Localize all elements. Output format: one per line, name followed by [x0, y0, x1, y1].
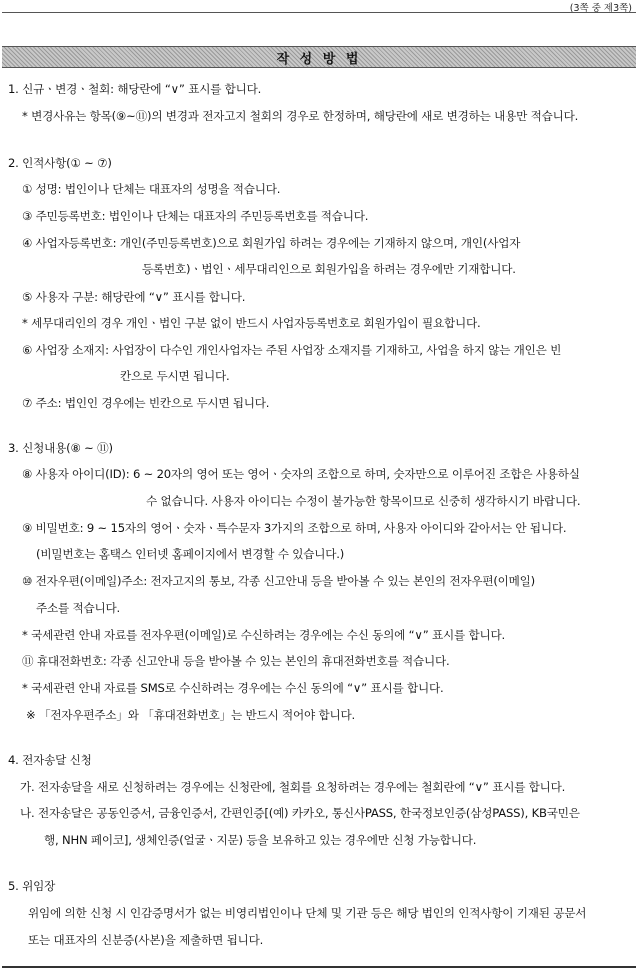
item-business-address: ⑥ 사업장 소재지: 사업장이 다수인 개인사업자는 주된 사업장 소재지를 기재하고, 사업을 하지 않는 개인은 빈	[22, 343, 562, 357]
page-indicator: (3쪽 중 제3쪽)	[569, 3, 632, 14]
item-business-number: ④ 사업자등록번호: 개인(주민등록번호)으로 회원가입 하려는 경우에는 기재하지 않으며, 개인(사업자	[22, 236, 521, 250]
section-title-bar	[2, 46, 636, 68]
item-address: ⑦ 주소: 법인인 경우에는 빈칸으로 두시면 됩니다.	[22, 396, 270, 410]
item-email: ⑩ 전자우편(이메일)주소: 전자고지의 통보, 각종 신고안내 등을 받아볼 수 있는 본인의 전자우편(이메일)	[22, 574, 536, 588]
item-password: ⑨ 비밀번호: 9 ~ 15자의 영어ㆍ숫자ㆍ특수문자 3가지의 조합으로 하며, 사용자 아이디와 같아서는 안 됩니다.	[22, 521, 567, 535]
item-5-heading: 5. 위임장	[8, 879, 56, 893]
note-sms-consent: * 국세관련 안내 자료를 SMS로 수신하려는 경우에는 수신 동의에 “∨” 표시를 합니다.	[22, 681, 444, 695]
item-3-heading: 3. 신청내용(⑧ ~ ⑪)	[8, 441, 113, 455]
item-5-body-cont: 또는 대표자의 신분증(사본)을 제출하면 됩니다.	[28, 933, 264, 947]
bottom-divider	[2, 966, 636, 968]
item-business-address-cont: 칸으로 두시면 됩니다.	[120, 369, 230, 383]
item-business-number-cont: 등록번호)ㆍ법인ㆍ세무대리인으로 회원가입을 하려는 경우에만 기재합니다.	[142, 262, 516, 276]
item-user-type: ⑤ 사용자 구분: 해당란에 “∨” 표시를 합니다.	[22, 290, 246, 304]
item-resident-number: ③ 주민등록번호: 법인이나 단체는 대표자의 주민등록번호를 적습니다.	[22, 209, 369, 223]
item-password-cont: (비밀번호는 홈택스 인터넷 홈페이지에서 변경할 수 있습니다.)	[36, 547, 345, 561]
top-divider	[2, 12, 636, 13]
item-user-id: ⑧ 사용자 아이디(ID): 6 ~ 20자의 영어 또는 영어ㆍ숫자의 조합으로 하며, 숫자만으로 이루어진 조합은 사용하실	[22, 467, 580, 481]
item-name: ① 성명: 법인이나 단체는 대표자의 성명을 적습니다.	[22, 182, 281, 196]
item-user-id-cont: 수 없습니다. 사용자 아이디는 수정이 불가능한 항목이므로 신중히 생각하시기 바랍니다.	[146, 494, 581, 508]
note-change-reason: * 변경사유는 항목(⑨~⑪)의 변경과 전자고지 철회의 경우로 한정하며, 해당란에 새로 변경하는 내용만 적습니다.	[22, 109, 579, 123]
item-5-body: 위임에 의한 신청 시 인감증명서가 없는 비영리법인이나 단체 및 기관 등은 해당 법인의 인적사항이 기재된 공문서	[28, 906, 587, 920]
note-required-fields: ※ 「전자우편주소」와 「휴대전화번호」는 반드시 적어야 합니다.	[26, 708, 355, 722]
item-4-ga: 가. 전자송달을 새로 신청하려는 경우에는 신청란에, 철회를 요청하려는 경우에는 철회란에 “∨” 표시를 합니다.	[20, 780, 566, 794]
item-2-heading: 2. 인적사항(① ~ ⑦)	[8, 156, 112, 170]
note-email-consent: * 국세관련 안내 자료를 전자우편(이메일)로 수신하려는 경우에는 수신 동의에 “∨” 표시를 합니다.	[22, 628, 505, 642]
item-mobile: ⑪ 휴대전화번호: 각종 신고안내 등을 받아볼 수 있는 본인의 휴대전화번호를 적습니다.	[22, 654, 450, 668]
item-4-na: 나. 전자송달은 공동인증서, 금융인증서, 간편인증[(예) 카카오, 통신사PASS, 한국정보인증(삼성PASS), KB국민은	[20, 806, 580, 820]
section-title: 작 성 방 법	[276, 51, 362, 67]
note-tax-agent: * 세무대리인의 경우 개인ㆍ법인 구분 없이 반드시 사업자등록번호로 회원가입이 필요합니다.	[22, 316, 481, 330]
item-4-na-cont: 행, NHN 페이코], 생체인증(얼굴ㆍ지문) 등을 보유하고 있는 경우에만 신청 가능합니다.	[44, 833, 477, 847]
item-1-heading: 1. 신규ㆍ변경ㆍ철회: 해당란에 “∨” 표시를 합니다.	[8, 82, 262, 96]
item-email-cont: 주소를 적습니다.	[36, 601, 120, 615]
item-4-heading: 4. 전자송달 신청	[8, 753, 92, 767]
